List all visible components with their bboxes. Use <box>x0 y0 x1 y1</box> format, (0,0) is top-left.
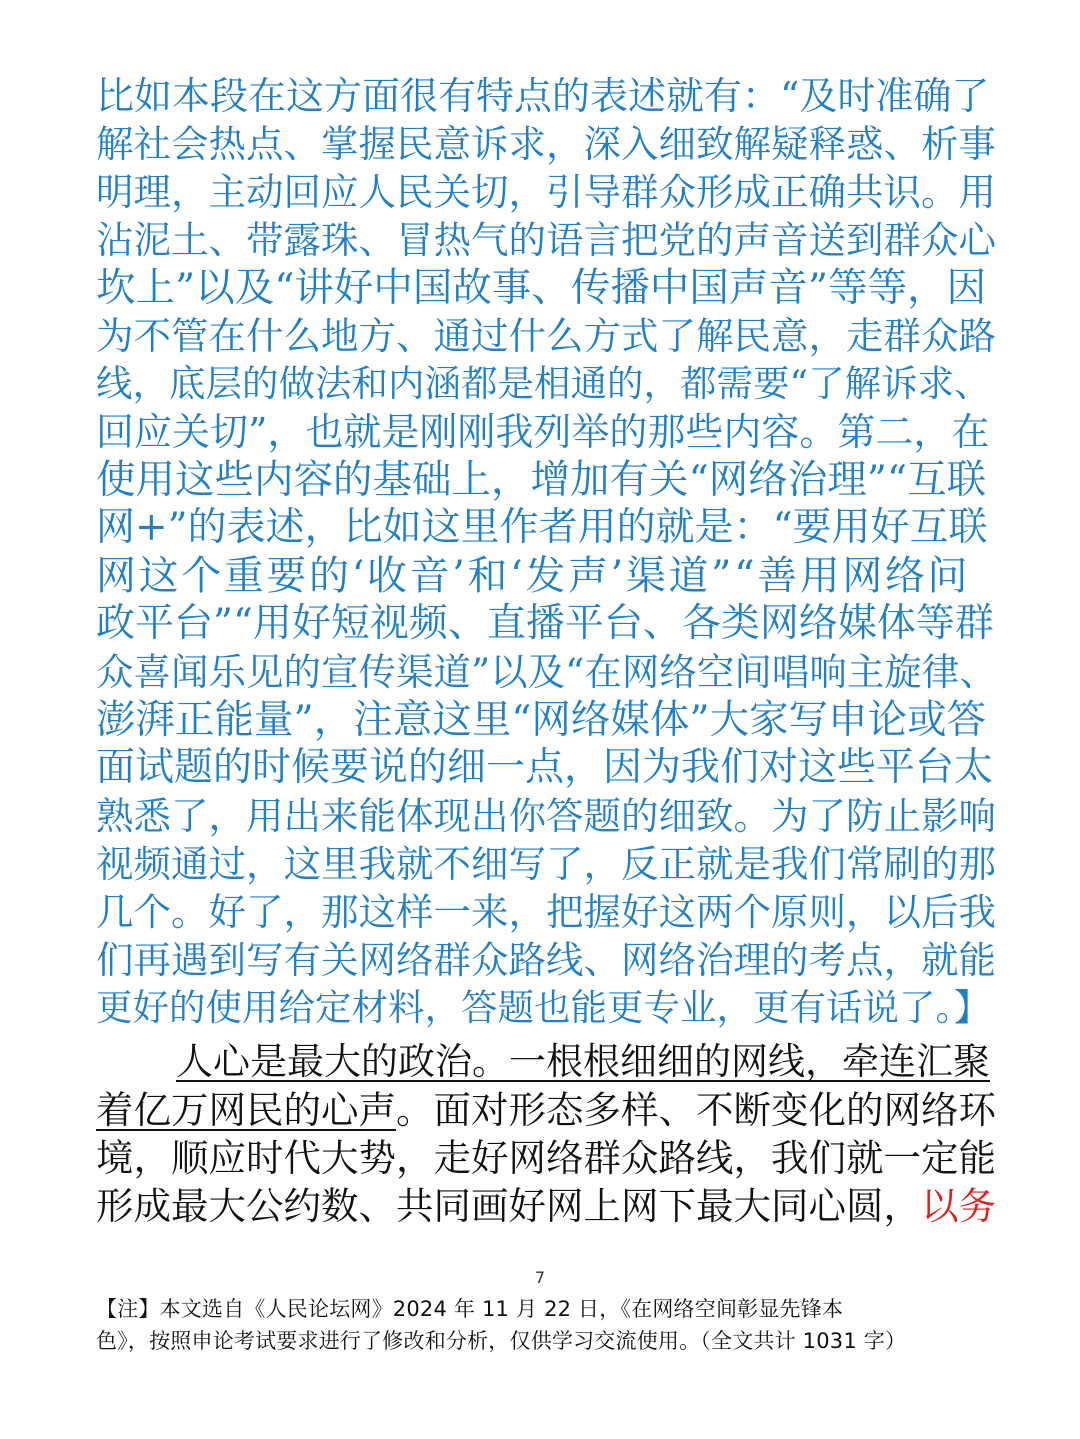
comment-line: 面试题的时候要说的细一点，因为我们对这些平台太 <box>96 745 994 790</box>
paragraph-line <box>96 1182 996 1230</box>
comment-line: 线，底层的做法和内涵都是相通的，都需要“了解诉求、 <box>96 362 991 405</box>
comment-line: 使用这些内容的基础上，增加有关“网络治理”“互联 <box>96 457 987 503</box>
underlined-phrase: 着亿万网民的心声 <box>96 1088 396 1132</box>
comment-line: 澎湃正能量”，注意这里“网络媒体”大家写申论或答 <box>96 697 987 743</box>
underlined-phrase: 人心是最大的政治。一根根细细的网线，牵连汇聚 <box>176 1040 990 1083</box>
comment-line: 视频通过，这里我就不细写了，反正就是我们常刷的那 <box>96 842 996 886</box>
comment-line: 坎上”以及“讲好中国故事、传播中国声音”等等，因 <box>96 265 987 311</box>
paragraph-line <box>176 1038 996 1086</box>
paragraph-text: 形成最大公约数、共同画好网上网下最大同心圆， <box>96 1184 921 1228</box>
page-number: 7 <box>534 1268 546 1287</box>
paragraph-line: 境，顺应时代大势，走好网络群众路线，我们就一定能 <box>96 1136 996 1180</box>
comment-line: 沾泥土、带露珠、冒热气的语言把党的声音送到群众心 <box>96 218 996 262</box>
comment-line: 网+”的表述，比如这里作者用的就是：“要用好互联 <box>96 505 988 550</box>
comment-line: 几个。好了，那这样一来，把握好这两个原则，以后我 <box>96 890 996 934</box>
paragraph-line <box>96 1086 996 1134</box>
source-note-line: 色》，按照申论考试要求进行了修改和分析，仅供学习交流使用。（全文共计 1031 字） <box>96 1329 907 1353</box>
paragraph-text: 。面对形态多样、不断变化的网络环 <box>396 1088 996 1132</box>
comment-line: 政平台”“用好短视频、直播平台、各类网络媒体等群 <box>96 601 994 646</box>
comment-line: 网这个重要的‘收音’和‘发声’渠道”“善用网络问 <box>96 553 971 599</box>
comment-line: 更好的使用给定材料，答题也能更专业，更有话说了。】 <box>96 986 991 1029</box>
comment-line: 熟悉了，用出来能体现出你答题的细致。为了防止影响 <box>96 794 996 838</box>
comment-line: 比如本段在这方面很有特点的表述就有：“及时准确了 <box>96 74 990 118</box>
source-note-line: 【注】本文选自《人民论坛网》2024 年 11 月 22 日，《在网络空间彰显先锋本 <box>96 1297 844 1321</box>
comment-line: 解社会热点、掌握民意诉求，深入细致解疑释惑、析事 <box>96 122 996 166</box>
highlighted-text: 以务 <box>921 1184 996 1228</box>
comment-line: 明理，主动回应人民关切，引导群众形成正确共识。用 <box>96 170 996 214</box>
comment-line: 为不管在什么地方、通过什么方式了解民意，走群众路 <box>96 314 996 358</box>
comment-line: 回应关切”，也就是刚刚我列举的那些内容。第二，在 <box>96 410 990 454</box>
comment-line: 们再遇到写有关网络群众路线、网络治理的考点，就能 <box>96 938 996 982</box>
comment-line: 众喜闻乐见的宣传渠道”以及“在网络空间唱响主旋律、 <box>96 650 997 694</box>
